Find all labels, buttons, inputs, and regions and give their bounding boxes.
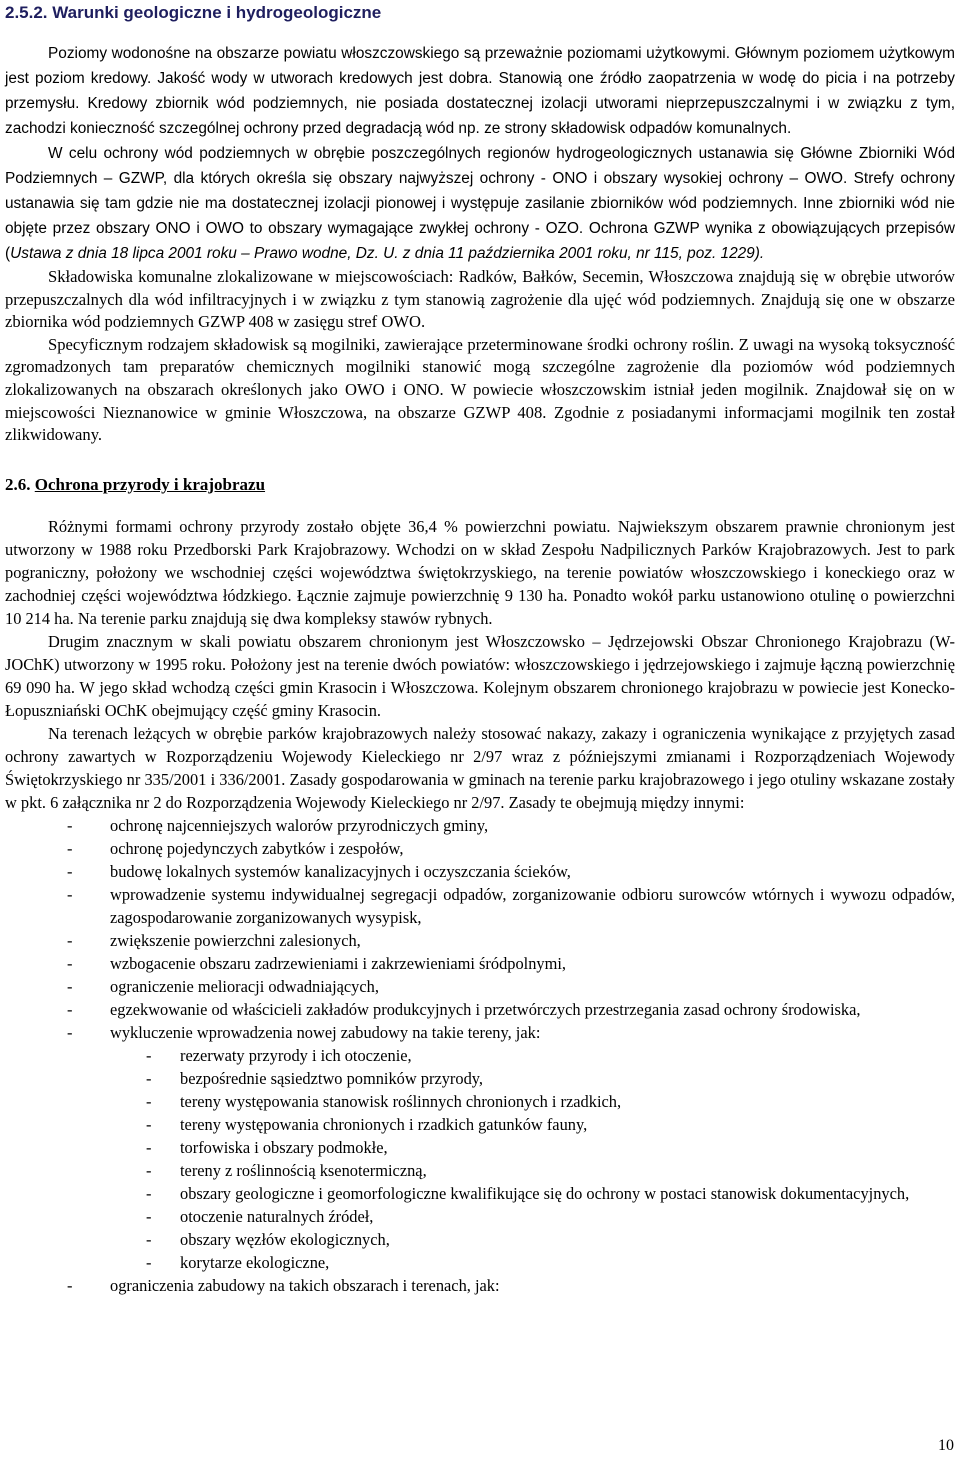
list-item: - egzekwowanie od właścicieli zakładów produkcyjnych i przetwórczych przestrzegania zasad ochrony środowiska, xyxy=(67,999,861,1019)
section-heading-2-5-2: 2.5.2. Warunki geologiczne i hydrogeologiczne xyxy=(5,3,382,22)
section-landfill-body xyxy=(5,266,955,447)
legal-citation: Ustawa z dnia 18 lipca 2001 roku – Prawo wodne, Dz. U. z dnia 11 października 2001 roku, nr 115, poz. 1229). xyxy=(10,245,765,262)
sublist xyxy=(5,1044,955,1274)
page-number: 10 xyxy=(938,1437,954,1454)
sublist-item: - obszary geologiczne i geomorfologiczne kwalifikujące się do ochrony w postaci stanowisk dokumentacyjnych, xyxy=(146,1183,910,1203)
list-item: - zwiększenie powierzchni zalesionych, xyxy=(67,930,361,950)
rules-list xyxy=(5,814,955,1297)
list-item: - wykluczenie wprowadzenia nowej zabudowy na takie tereny, jak: - rezerwaty przyrody i ich otoczenie, - bezpośrednie sąsiedztwo pomników przyrody, - tereny występowania stanowisk roślinnych chronionych i rzadkich, - tereny występowania chronionych i rzadkich gatunków fauny, - torfowiska i obszary podmokłe, - tereny z roślinnością ksenotermiczną, - obszary geologiczne i geomorfologiczne kwalifikujące się do ochrony w postaci stanowisk dokumentacyjnych, - otoczenie naturalnych źródeł, - obszary węzłów ekologicznych, - korytarze ekologiczne, xyxy=(5,1021,955,1274)
list-item: - ograniczenie melioracji odwadniających, xyxy=(67,976,379,996)
paragraph: Specyficznym rodzajem składowisk są mogilniki, zawierające przeterminowane środki ochrony roślin. Z uwagi na wysoką toksyczność zgromadzonych tam preparatów chemicznych mogilniki stanowić mogą szczególne zagrożenie dla poziomów wód podziemnych zlokalizowanych na obszarach określonych jako OWO i ONO. W powiecie włoszczowskim istniał jeden mogilnik. Znajdował się on w miejscowości Nieznanowice w gminie Włoszczowa, na obszarze GZWP 408. Zgodnie z posiadanymi informacjami mogilnik ten został zlikwidowany. xyxy=(5,334,955,445)
list-item: - ograniczenia zabudowy na takich obszarach i terenach, jak: xyxy=(67,1275,500,1295)
sublist-item: - obszary węzłów ekologicznych, xyxy=(146,1229,390,1249)
list-item: - budowę lokalnych systemów kanalizacyjnych i oczyszczania ścieków, xyxy=(67,861,571,881)
list-item: - wprowadzenie systemu indywidualnej segregacji odpadów, zorganizowanie odbioru surowców wtórnych i wywozu odpadów, zagospodarowanie zorganizowanych wysypisk, xyxy=(67,884,955,927)
sublist-item: - bezpośrednie sąsiedztwo pomników przyrody, xyxy=(146,1068,483,1088)
list-item: - wzbogacenie obszaru zadrzewieniami i zakrzewieniami śródpolnymi, xyxy=(67,953,567,973)
document-page xyxy=(5,0,955,1297)
sublist-item: - otoczenie naturalnych źródeł, xyxy=(146,1206,374,1226)
sublist-item: - torfowiska i obszary podmokłe, xyxy=(146,1137,388,1157)
list-item: - ochronę najcenniejszych walorów przyrodniczych gminy, xyxy=(67,815,489,835)
sublist-item: - korytarze ekologiczne, xyxy=(146,1252,330,1272)
paragraph: Różnymi formami ochrony przyrody zostało objęte 36,4 % powierzchni powiatu. Najwiekszym obszarem prawnie chronionym jest utworzony w 1988 roku Przedborski Park Krajobrazowy. Wchodzi on w skład Zespołu Nadpilicznych Parków Krajobrazowych. Jest to park pograniczny, położony we wschodniej części województwa świętokrzyskiego, na terenie powiatów włoszczowskiego i koneckiego oraz w zachodniej części województwa łódzkiego. Łącznie zajmuje powierzchnię 9 130 ha. Ponadto wokół parku ustanowiono otulinę o powierzchni 10 214 ha. Na terenie parku znajdują się dwa kompleksy stawów rybnych. xyxy=(5,516,955,628)
paragraph: Na terenach leżących w obrębie parków krajobrazowych należy stosować nakazy, zakazy i ograniczenia wynikające z przyjętych zasad ochrony zawartych w Rozporządzeniu Wojewody Kieleckiego nr 2/97 wraz z późniejszymi zmianami i Rozporządzeniach Wojewody Świętokrzyskiego nr 335/2001 i 336/2001. Zasady gospodarowania w gminach na terenie parku krajobrazowego i jego otuliny wskazane zostały w pkt. 6 załącznika nr 2 do Rozporządzenia Wojewody Kieleckiego nr 2/97. Zasady te obejmują między innymi: xyxy=(5,723,955,812)
sublist-item: - tereny z roślinnością ksenotermiczną, xyxy=(146,1160,427,1180)
paragraph: Drugim znacznym w skali powiatu obszarem chronionym jest Włoszczowsko – Jędrzejowski Obszar Chronionego Krajobrazu (W-JOChK) utworzony w 1995 roku. Położony jest na terenie dwóch powiatów: włoszczowskiego i jędrzejowskiego i zajmuje łączną powierzchnię 69 090 ha. W jego skład wchodzą części gmin Krasocin i Włoszczowa. Kolejnym obszarem chronionego krajobrazu w powiecie jest Konecko-Łopuszniański OChK obejmujący część gminy Krasocin. xyxy=(5,631,955,720)
paragraph: Poziomy wodonośne na obszarze powiatu włoszczowskiego są przeważnie poziomami użytkowymi. Głównym poziomem użytkowym jest poziom kredowy. Jakość wody w utworach kredowych jest dobra. Stanowią one źródło zaopatrzenia w wodę do picia i na potrzeby przemysłu. Kredowy zbiornik wód podziemnych, nie posiada dostatecznej izolacji utworami nieprzepuszczalnymi i w związku z tym, zachodzi konieczność szczególnej ochrony przed degradacją wód np. ze strony składowisk odpadów komunalnych. xyxy=(5,45,955,137)
paragraph: Składowiska komunalne zlokalizowane w miejscowościach: Radków, Bałków, Secemin, Włoszczowa znajdują się w obrębie utworów przepuszczalnych dla wód infiltracyjnych i w związku z tym stanowią zagrożenie dla ujęć wód podziemnych. Znajdują się one w obszarze zbiornika wód podziemnych GZWP 408 w zasięgu stref OWO. xyxy=(5,267,955,332)
section-nature-protection-body xyxy=(5,515,955,1297)
list-item: - ochronę pojedynczych zabytków i zespołów, xyxy=(67,838,404,858)
section-hydrogeology-body xyxy=(5,41,955,266)
paragraph: W celu ochrony wód podziemnych w obrębie poszczególnych regionów hydrogeologicznych ustanawia się Główne Zbiorniki Wód Podziemnych – GZWP, dla których określa się obszary najwyższej ochrony - ONO i obszary wysokiej ochrony – OWO. Strefy ochrony ustanawia się tam gdzie nie ma dostatecznej izolacji pionowej i występuje zasilanie zbiorników wód podziemnych. Inne zbiorniki wód nie objęte przez obszary ONO i OWO to obszary wymagające zwykłej ochrony - OZO. Ochrona GZWP wynika z obowiązujących przepisów (Ustawa z dnia 18 lipca 2001 roku – Prawo wodne, Dz. U. z dnia 11 października 2001 roku, nr 115, poz. 1229). xyxy=(5,145,955,262)
sublist-item: - rezerwaty przyrody i ich otoczenie, xyxy=(146,1045,412,1065)
section-heading-2-6: 2.6. Ochrona przyrody i krajobrazu xyxy=(5,474,266,494)
sublist-item: - tereny występowania stanowisk roślinnych chronionych i rzadkich, xyxy=(146,1091,622,1111)
sublist-item: - tereny występowania chronionych i rzadkich gatunków fauny, xyxy=(146,1114,588,1134)
